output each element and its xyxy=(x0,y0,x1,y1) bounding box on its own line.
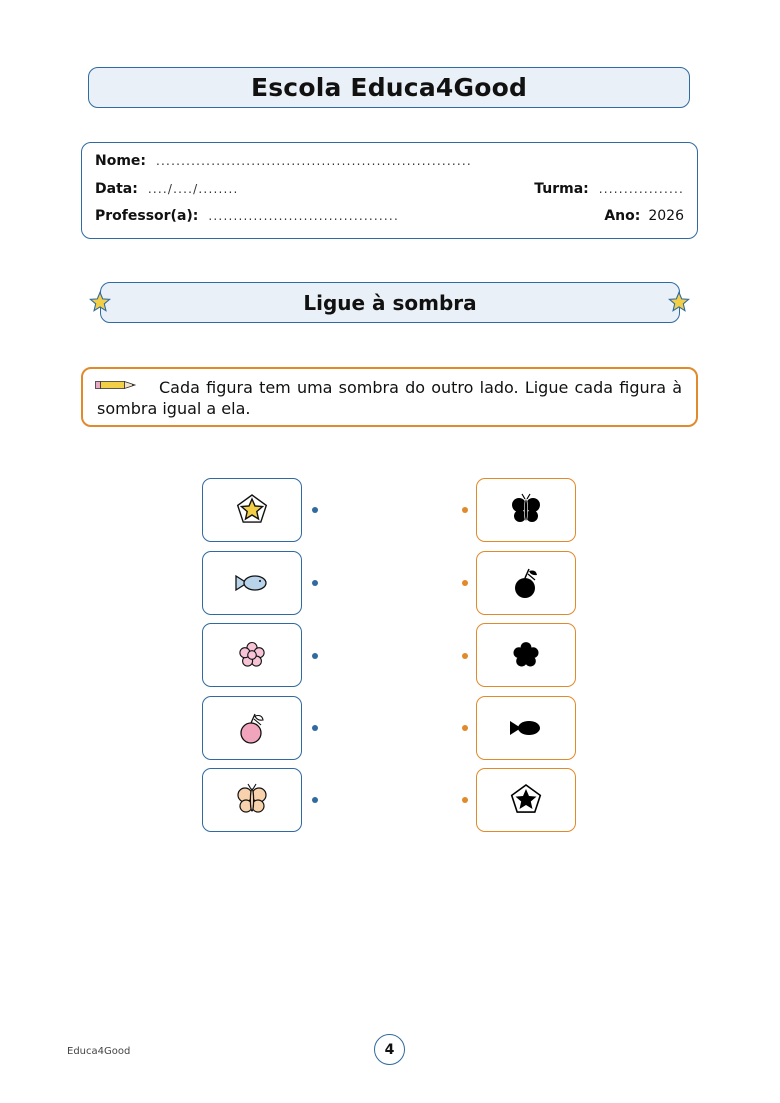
apple-icon xyxy=(232,708,272,748)
figure-card-star[interactable] xyxy=(202,478,302,542)
section-title-box xyxy=(100,282,680,323)
instruction-text: Cada figura tem uma sombra do outro lado. Ligue cada figura à sombra igual a ela. xyxy=(97,378,682,418)
fish-icon xyxy=(232,563,272,603)
apple-shadow-icon xyxy=(506,563,546,603)
school-title-box xyxy=(88,67,690,108)
star-icon xyxy=(232,490,272,530)
figure-card-fish[interactable] xyxy=(202,551,302,615)
class-field[interactable]: ................. xyxy=(598,182,684,196)
date-label: Data: xyxy=(95,181,138,197)
name-field[interactable]: ............................................................... xyxy=(156,154,472,168)
school-title: Escola Educa4Good xyxy=(250,73,528,102)
page-number: 4 xyxy=(374,1034,405,1065)
year-label: Ano: xyxy=(604,208,641,224)
date-row xyxy=(95,181,684,201)
connector-dot-left[interactable] xyxy=(312,507,318,513)
connector-dot-left[interactable] xyxy=(312,725,318,731)
star-decoration-left-icon xyxy=(89,291,111,313)
shadow-card-apple[interactable] xyxy=(476,551,576,615)
shadow-card-butterfly[interactable] xyxy=(476,478,576,542)
teacher-field[interactable]: ...................................... xyxy=(208,209,399,223)
connector-dot-right[interactable] xyxy=(462,725,468,731)
teacher-label: Professor(a): xyxy=(95,208,199,224)
butterfly-icon xyxy=(232,780,272,820)
teacher-row xyxy=(95,208,684,228)
connector-dot-right[interactable] xyxy=(462,580,468,586)
flower-shadow-icon xyxy=(506,635,546,675)
connector-dot-left[interactable] xyxy=(312,797,318,803)
footer-brand: Educa4Good xyxy=(67,1046,131,1057)
instruction-box xyxy=(81,367,698,427)
section-title: Ligue à sombra xyxy=(303,290,477,315)
shadow-card-flower[interactable] xyxy=(476,623,576,687)
class-label: Turma: xyxy=(534,181,589,197)
student-info-box xyxy=(81,142,698,239)
name-label: Nome: xyxy=(95,153,147,169)
figure-card-butterfly[interactable] xyxy=(202,768,302,832)
figure-card-flower[interactable] xyxy=(202,623,302,687)
fish-shadow-icon xyxy=(506,708,546,748)
date-field[interactable]: ..../..../........ xyxy=(147,182,239,196)
star-decoration-right-icon xyxy=(668,291,690,313)
flower-icon xyxy=(232,635,272,675)
connector-dot-right[interactable] xyxy=(462,653,468,659)
shadow-card-fish[interactable] xyxy=(476,696,576,760)
butterfly-shadow-icon xyxy=(506,490,546,530)
connector-dot-right[interactable] xyxy=(462,507,468,513)
name-row xyxy=(95,153,684,173)
figure-card-apple[interactable] xyxy=(202,696,302,760)
year-value: 2026 xyxy=(648,208,684,224)
connector-dot-right[interactable] xyxy=(462,797,468,803)
star-shadow-icon xyxy=(506,780,546,820)
connector-dot-left[interactable] xyxy=(312,653,318,659)
connector-dot-left[interactable] xyxy=(312,580,318,586)
shadow-card-star[interactable] xyxy=(476,768,576,832)
